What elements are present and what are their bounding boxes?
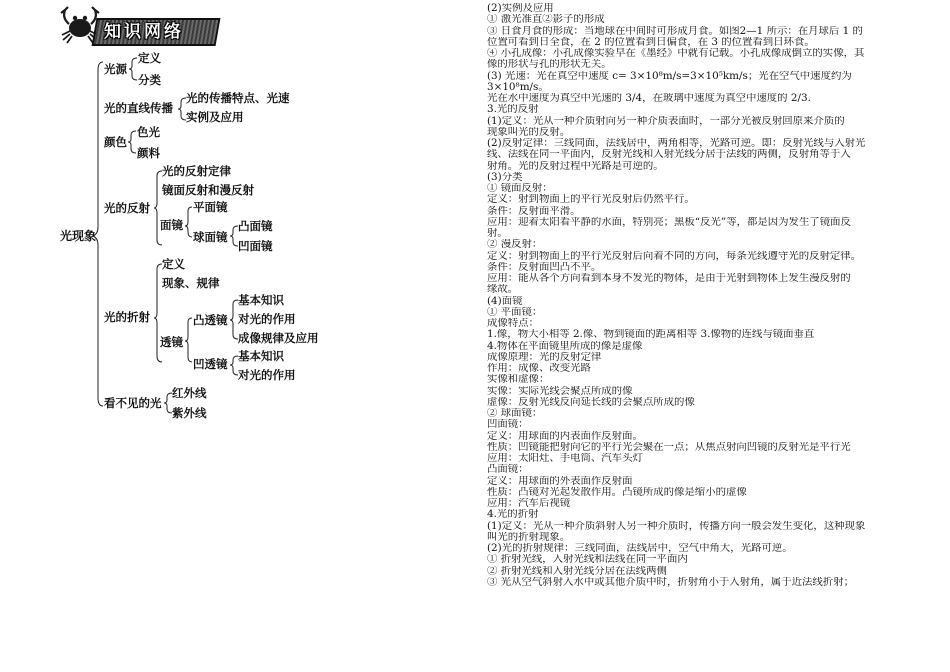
- node-pigment: 颜料: [137, 146, 160, 160]
- node-source-classification: 分类: [138, 73, 161, 87]
- knowledge-tree: [0, 0, 470, 672]
- notes-column: [487, 3, 913, 588]
- note-line: ③ 光从空气斜射入水中或其他介质中时，折射角小于入射角，属于近法线折射；: [487, 576, 854, 588]
- node-reflection: 光的反射: [104, 201, 150, 215]
- note-line: 4.光的折射: [487, 509, 539, 521]
- note-line: 3.光的反射: [487, 104, 539, 116]
- node-refraction: 光的折射: [104, 310, 150, 324]
- node-concave-basics: 基本知识: [238, 349, 284, 363]
- node-light-source: 光源: [104, 62, 127, 76]
- node-concave-effect: 对光的作用: [238, 368, 296, 382]
- node-lenses: 透镜: [160, 335, 183, 349]
- note-line: 作用：成像、改变光路: [487, 363, 591, 374]
- node-refraction-law: 现象、规律: [162, 276, 220, 290]
- note-line: 虚像：反射光线反向延长线的会聚点所成的像: [487, 396, 695, 408]
- note-line: (3) 光速：光在真空中速度 c= 3×10⁸m/s=3×10⁵km/s；光在空气中速度约为: [487, 70, 852, 82]
- node-convex-imaging: 成像规律及应用: [238, 331, 319, 345]
- note-line: 射角。光的反射过程中光路是可逆的。: [487, 160, 664, 172]
- note-line: 1.像，物大小相等 2.像、物到镜面的距离相等 3.像物的连线与镜面垂直: [487, 329, 815, 341]
- node-mirrors: 面镜: [160, 218, 183, 232]
- node-invisible-light: 看不见的光: [104, 396, 162, 410]
- note-line: 定义：用球面的内表面作反射面。: [487, 430, 643, 442]
- node-ultraviolet: 紫外线: [172, 406, 207, 420]
- note-line: (2)光的折射规律：三线同面，法线居中，空气中角大，光路可逆。: [487, 543, 793, 554]
- node-infrared: 红外线: [172, 386, 207, 400]
- note-line: 缘故。: [487, 284, 519, 296]
- note-line: (1)定义：光从一种介质斜射人另一种介质时，传播方向一般会发生变化，这种现象: [487, 520, 866, 532]
- note-line: ③ 日食月食的形成：当地球在中间时可形成月食。如图2—1 所示：在月球后 1 的: [487, 25, 863, 37]
- section-title: 知识网络: [104, 22, 184, 42]
- note-line: 应用：迎着太阳看平静的水面，特别亮；黑板“反光”等，都是因为发生了镜面反: [487, 216, 851, 228]
- note-line: 现象叫光的反射。: [487, 126, 571, 138]
- note-line: 性质：凹镜能把射向它的平行光会聚在一点；从焦点射向凹镜的反射光是平行光: [487, 441, 851, 453]
- note-line: 实像：实际光线会聚点所成的像: [487, 385, 633, 397]
- note-line: 线、法线在同一平面内，反射光线和入射光线分居于法线的两侧，反射角等于入: [487, 149, 851, 161]
- note-line: ② 球面镜：: [487, 408, 543, 419]
- note-line: 3×10⁸m/s。: [487, 81, 549, 93]
- note-line: 实像和虚像：: [487, 374, 550, 386]
- note-line: ① 平面镜：: [487, 306, 543, 318]
- note-line: (1)定义：光从一种介质射向另一种介质表面时，一部分光被反射回原来介质的: [487, 115, 845, 127]
- note-line: 像的形状与孔的形状无关。: [487, 59, 612, 71]
- node-reflection-law: 光的反射定律: [162, 164, 231, 178]
- note-line: 射。: [487, 228, 508, 239]
- note-line: 应用：能从各个方向看到本身不发光的物体，是由于光射到物体上发生漫反射的: [487, 273, 851, 284]
- node-convex-mirror: 凸面镜: [238, 219, 273, 233]
- note-line: ② 折射光线和入射光线分居在法线两侧: [487, 565, 667, 577]
- note-line: 凸面镜：: [487, 464, 529, 476]
- tree-root: 光现象: [60, 229, 97, 243]
- node-colored-light: 色光: [137, 125, 160, 139]
- note-line: 应用：太阳灶、手电筒、汽车头灯: [487, 453, 643, 464]
- note-line: 叫光的折射现象。: [487, 531, 571, 543]
- note-line: ① 折射光线，入射光线和法线在同一平面内: [487, 554, 688, 566]
- note-line: ② 漫反射：: [487, 239, 543, 251]
- note-line: 定义：射到物面上的平行光反射后向着不同的方向，每条光线遵守光的反射定律。: [487, 250, 862, 262]
- node-concave-lens: 凹透镜: [193, 357, 228, 371]
- note-line: (4)面镜: [487, 295, 523, 307]
- node-propagation-examples: 实例及应用: [186, 110, 244, 124]
- node-rectilinear-propagation: 光的直线传播: [104, 101, 173, 115]
- note-line: (2)实例及应用: [487, 3, 554, 14]
- node-specular-diffuse: 镜面反射和漫反射: [162, 183, 254, 197]
- node-refraction-definition: 定义: [162, 257, 185, 271]
- note-line: 条件：反射面凹凸不平。: [487, 261, 602, 273]
- note-line: ④ 小孔成像：小孔成像实验早在《墨经》中就有记载。小孔成像成倒立的实像，其: [487, 48, 865, 59]
- note-line: ① 激光准直②影子的形成: [487, 14, 605, 26]
- node-source-definition: 定义: [138, 51, 161, 65]
- note-line: 定义：射到物面上的平行光反射后仍然平行。: [487, 194, 695, 206]
- note-line: 成像原理：光的反射定律: [487, 351, 602, 363]
- node-convex-lens: 凸透镜: [193, 313, 228, 327]
- note-line: (2)反射定律：三线同面，法线居中，两角相等，光路可逆。即：反射光线与入射光: [487, 138, 866, 149]
- node-plane-mirror: 平面镜: [193, 200, 228, 214]
- node-convex-effect: 对光的作用: [238, 312, 296, 326]
- node-spherical-mirror: 球面镜: [193, 230, 228, 244]
- note-line: 4.物体在平面镜里所成的像是虚像: [487, 340, 643, 352]
- node-propagation-speed: 光的传播特点、光速: [186, 91, 290, 105]
- note-line: 凹面镜：: [487, 419, 529, 431]
- node-color: 颜色: [104, 135, 127, 149]
- note-line: 应用：汽车后视镜: [487, 498, 571, 509]
- note-line: 光在水中速度为真空中光速的 3/4，在玻璃中速度为真空中速度的 2/3.: [487, 93, 811, 104]
- note-line: 条件：反射面平滑。: [487, 205, 581, 217]
- note-line: ① 镜面反射：: [487, 183, 553, 194]
- note-line: 位置可看到日全食，在 2 的位置看到日偏食，在 3 的位置看到日环食。: [487, 36, 815, 48]
- note-line: (3)分类: [487, 171, 523, 183]
- note-line: 性质：凸镜对光起发散作用。凸镜所成的像是缩小的虚像: [487, 486, 747, 498]
- node-convex-basics: 基本知识: [238, 293, 284, 307]
- note-line: 定义：用球面的外表面作反射面: [487, 475, 633, 487]
- note-line: 成像特点：: [487, 318, 539, 329]
- node-concave-mirror: 凹面镜: [238, 239, 273, 253]
